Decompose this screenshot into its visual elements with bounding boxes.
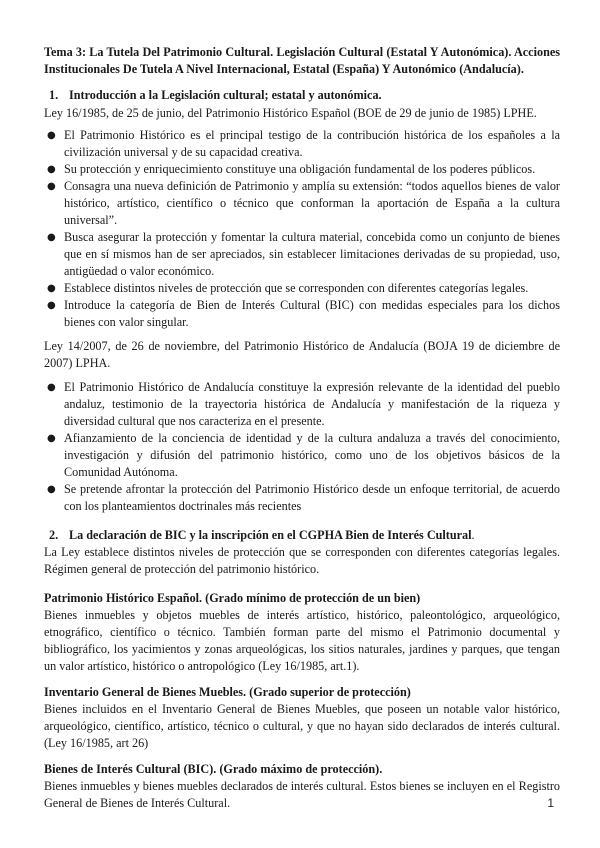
bullet-icon: ●	[47, 232, 56, 243]
document-title: Tema 3: La Tutela Del Patrimonio Cultural. Legislación Cultural (Estatal Y Autonómica). Acciones Institucionales De Tutela A Nivel Internacional, Estatal (España) Y Autonómico (Andalucía).	[44, 45, 560, 76]
section-2-intro: La Ley establece distintos niveles de protección que se corresponden con diferentes categorías legales. Régimen general de protección del patrimonio histórico.	[44, 545, 560, 576]
protection-block-heading: Patrimonio Histórico Español. (Grado mínimo de protección de un bien)	[44, 591, 421, 605]
bullet-icon: ●	[47, 283, 56, 294]
list-item: ● Busca asegurar la protección y fomentar la cultura material, concebida como un conjunto de bienes que en sí mismos han de ser apreciados, sin establecer limitaciones derivadas de su propiedad, uso, antigüedad o valor económico.	[47, 230, 560, 278]
protection-block-phe	[44, 590, 560, 675]
bullet-icon: ●	[47, 300, 56, 311]
bullet-icon: ●	[47, 382, 56, 393]
bullet-icon: ●	[47, 181, 56, 192]
list-item: ● Establece distintos niveles de protección que se corresponden con diferentes categorías legales.	[47, 281, 529, 295]
protection-block-inventario	[44, 684, 560, 752]
section-1-title: Introducción a la Legislación cultural; estatal y autonómica.	[69, 88, 382, 102]
list-item: ● Consagra una nueva definición de Patrimonio y amplía su extensión: “todos aquellos bienes de valor histórico, artístico, científico o técnico que conforman la aportación de España a la cultura universal”.	[47, 179, 560, 227]
page-number: 1	[547, 796, 554, 810]
section-2-number: 2.	[49, 528, 59, 542]
section-1-number: 1.	[49, 88, 59, 102]
protection-block-heading: Bienes de Interés Cultural (BIC). (Grado máximo de protección).	[44, 762, 383, 776]
list-item: ● Su protección y enriquecimiento constituye una obligación fundamental de los poderes públicos.	[47, 162, 536, 176]
list-item: ● El Patrimonio Histórico de Andalucía constituye la expresión relevante de la identidad del pueblo andaluz, testimonio de la trayectoria histórica de Andalucía y manifestación de la riqueza y diversidad cultural que nos caracteriza en el presente.	[47, 380, 560, 428]
bullet-icon: ●	[47, 433, 56, 444]
law-1-citation: Ley 16/1985, de 25 de junio, del Patrimonio Histórico Español (BOE de 29 de junio de 1985) LPHE.	[44, 106, 537, 120]
document-page	[44, 44, 560, 821]
bullet-icon: ●	[47, 484, 56, 495]
section-2-title-suffix: .	[471, 528, 475, 542]
protection-block-heading: Inventario General de Bienes Muebles. (Grado superior de protección)	[44, 685, 411, 699]
law-1-bullet-list	[44, 127, 560, 331]
section-2-heading	[44, 527, 560, 544]
bullet-icon: ●	[47, 164, 56, 175]
protection-block-bic	[44, 761, 560, 812]
list-item: ● Se pretende afrontar la protección del Patrimonio Histórico desde un enfoque territorial, de acuerdo con los planteamientos doctrinales más recientes	[47, 482, 560, 513]
list-item: ● Introduce la categoría de Bien de Interés Cultural (BIC) con medidas especiales para los dichos bienes con valor singular.	[47, 298, 560, 329]
list-item: ● Afianzamiento de la conciencia de identidad y de la cultura andaluza a través del conocimiento, investigación y difusión del patrimonio histórico, como uno de los objetivos básicos de la Comunidad Autónoma.	[47, 431, 560, 479]
list-item: ● El Patrimonio Histórico es el principal testigo de la contribución histórica de los españoles a la civilización universal y de su capacidad creativa.	[47, 128, 560, 159]
section-1-heading	[44, 87, 560, 104]
law-2-citation: Ley 14/2007, de 26 de noviembre, del Patrimonio Histórico de Andalucía (BOJA 19 de diciembre de 2007) LPHA.	[44, 339, 560, 370]
bullet-icon: ●	[47, 130, 56, 141]
protection-block-text: Bienes inmuebles y bienes muebles declarados de interés cultural. Estos bienes se incluyen en el Registro General de Bienes de Interés Cultural.	[44, 779, 560, 810]
protection-block-text: Bienes incluidos en el Inventario General de Bienes Muebles, que poseen un notable valor histórico, arqueológico, científico, artístico, técnico o cultural, y que no hayan sido declarados de interés cultural. (Ley 16/1985, art 26)	[44, 702, 560, 750]
protection-block-text: Bienes inmuebles y objetos muebles de interés artístico, histórico, paleontológico, arqueológico, etnográfico, científico o técnico. También forman parte del mismo el Patrimonio documental y bibliográfico, los yacimientos y zonas arqueológicas, los sitios naturales, jardines y parques, que tengan un valor artístico, histórico o antropológico (Ley 16/1985, art.1).	[44, 608, 560, 673]
section-2-title: La declaración de BIC y la inscripción en el CGPHA Bien de Interés Cultural	[69, 528, 472, 542]
law-2-bullet-list	[44, 379, 560, 515]
